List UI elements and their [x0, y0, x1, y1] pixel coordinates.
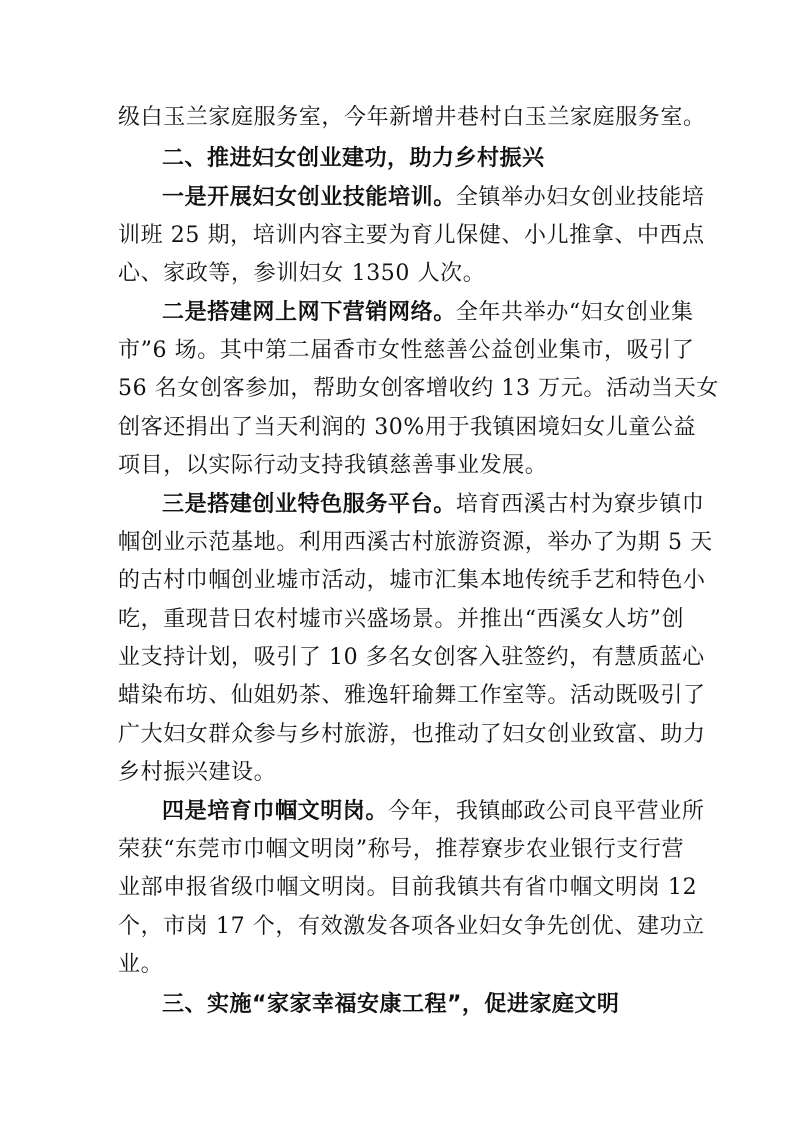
paragraph-line: 广大妇女群众参与乡村旅游，也推动了妇女创业致富、助力 — [118, 722, 706, 747]
paragraph-line: 蜡染布坊、仙姐奶茶、雅逸轩瑜舞工作室等。活动既吸引了 — [118, 683, 706, 708]
paragraph-lead: 二是搭建网上网下营销网络。 — [162, 300, 456, 325]
paragraph-line: 帼创业示范基地。利用西溪古村旅游资源，举办了为期 5 天 — [118, 530, 713, 555]
paragraph-line: 业。 — [118, 952, 164, 977]
paragraph-line — [162, 183, 705, 213]
section-heading: 三、实施“家家幸福安康工程”，促进家庭文明 — [162, 992, 620, 1017]
paragraph-line: 个，市岗 17 个，有效激发各项各业妇女争先创优、建功立 — [118, 914, 705, 939]
paragraph-line: 业支持计划，吸引了 10 多名女创客入驻签约，有慧质蓝心 — [118, 645, 705, 670]
paragraph-lead: 四是培育巾帼文明岗。 — [162, 799, 389, 824]
paragraph-text: 全镇举办妇女创业技能培 — [455, 185, 705, 210]
paragraph-line — [162, 490, 705, 520]
paragraph-line — [162, 298, 694, 328]
paragraph-line: 创客还捐出了当天利润的 30%用于我镇困境妇女儿童公益 — [118, 415, 697, 440]
paragraph-line: 的古村巾帼创业墟市活动，墟市汇集本地传统手艺和特色小 — [118, 568, 706, 593]
paragraph-line: 乡村振兴建设。 — [118, 760, 277, 785]
paragraph-line: 荣获“东莞市巾帼文明岗”称号，推荐寮步农业银行支行营 — [118, 837, 685, 862]
paragraph-line: 56 名女创客参加，帮助女创客增收约 13 万元。活动当天女 — [118, 376, 719, 401]
paragraph-text: 全年共举办“妇女创业集 — [455, 300, 694, 325]
paragraph-line — [162, 797, 705, 827]
paragraph-line: 训班 25 期，培训内容主要为育儿保健、小儿推拿、中西点 — [118, 223, 705, 248]
section-heading: 二、推进妇女创业建功，助力乡村振兴 — [162, 146, 545, 171]
paragraph-line: 市”6 场。其中第二届香市女性慈善公益创业集市，吸引了 — [118, 338, 695, 363]
paragraph-line: 业部申报省级巾帼文明岗。目前我镇共有省巾帼文明岗 12 — [118, 875, 698, 900]
paragraph-lead: 一是开展妇女创业技能培训。 — [162, 185, 456, 210]
paragraph-text: 培育西溪古村为寮步镇巾 — [455, 492, 705, 517]
paragraph-line: 项目，以实际行动支持我镇慈善事业发展。 — [118, 453, 548, 478]
paragraph-line: 吃，重现昔日农村墟市兴盛场景。并推出“西溪女人坊”创 — [118, 607, 685, 632]
paragraph-line: 级白玉兰家庭服务室，今年新增井巷村白玉兰家庭服务室。 — [118, 105, 706, 130]
paragraph-lead: 三是搭建创业特色服务平台。 — [162, 492, 456, 517]
paragraph-line: 心、家政等，参训妇女 1350 人次。 — [118, 261, 486, 286]
paragraph-text: 今年，我镇邮政公司良平营业所 — [388, 799, 705, 824]
